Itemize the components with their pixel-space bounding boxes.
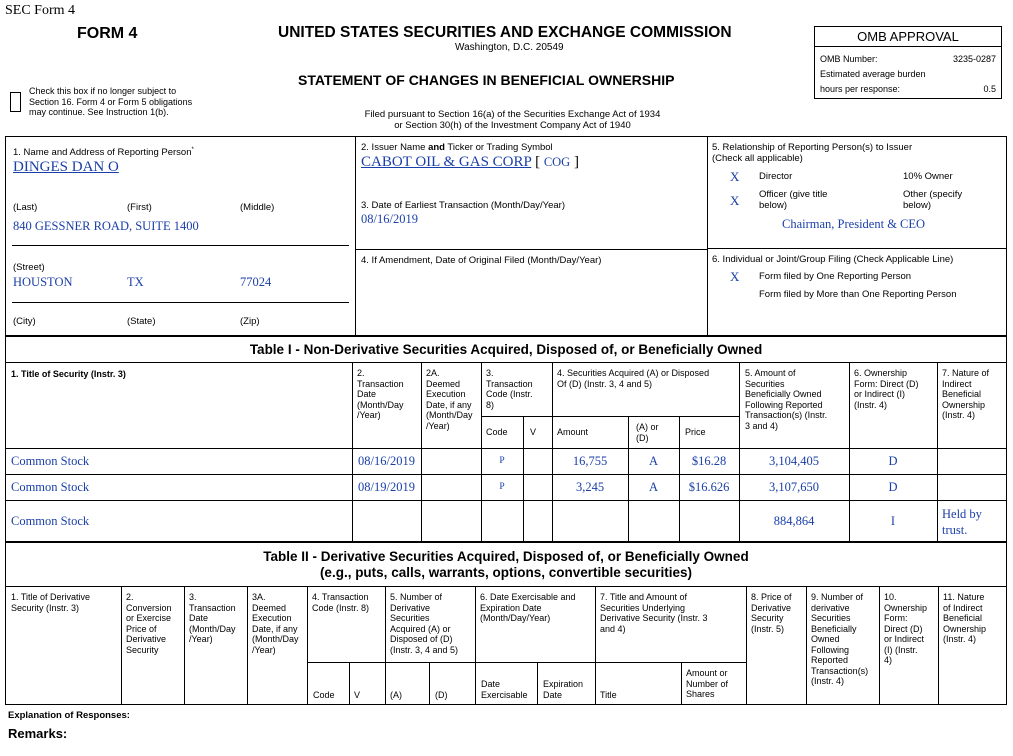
row-1-price: $16.28 [691,454,727,468]
t1-h3: 3. Transaction Code (Instr. 8) [486,368,533,410]
officer-title: Chairman, President & CEO [782,217,926,231]
zip-label: (Zip) [240,316,260,327]
reporting-address: 840 GESSNER ROAD, SUITE 1400 [13,219,199,233]
form-title: FORM 4 [77,25,138,42]
row-3-nature: Held by trust. [942,507,982,537]
city-value: HOUSTON [13,275,73,289]
t2-h5: 5. Number of Derivative Securities Acquired (A) or Disposed of (D) (Instr. 3, 4 and 5) [390,592,459,655]
earliest-transaction-date: 08/16/2019 [361,212,418,226]
omb-approval-box [814,26,1002,99]
officer-label-1: Officer (give title [759,189,828,200]
last-label: (Last) [13,202,38,213]
t2-h6-expiration-date: Expiration Date [543,679,584,700]
t1-h1: 1. Title of Security (Instr. 3) [11,369,126,379]
other-label-2: below) [903,200,931,211]
officer-label-2: below) [759,200,787,211]
row-2-owned: 3,107,650 [769,480,819,494]
box4-label: 4. If Amendment, Date of Original Filed (Month/Day/Year) [361,255,602,266]
omb-number-label: OMB Number: [820,54,878,64]
omb-burden-value: 0.5 [983,84,996,94]
box3-label: 3. Date of Earliest Transaction (Month/Day/Year) [361,200,565,211]
row-2-date: 08/19/2019 [358,480,415,494]
box5-label-1: 5. Relationship of Reporting Person(s) to Issuer [712,142,913,153]
row-1-security: Common Stock [11,454,90,468]
t2-h4-v: V [354,690,361,700]
no-longer-subject-checkbox[interactable] [10,92,21,112]
box6-label: 6. Individual or Joint/Group Filing (Check Applicable Line) [712,254,954,265]
filed-line-2: or Section 30(h) of the Investment Company Act of 1940 [394,120,631,131]
doc-label: SEC Form 4 [5,3,76,18]
table-1 [5,336,1007,542]
row-3-owned: 884,864 [773,514,815,528]
t2-h6-date-exercisable: Date Exercisable [481,679,528,700]
other-label [903,189,962,211]
city-label: (City) [13,316,36,327]
t2-h9: 9. Number of derivative Securities Beneficially Owned Following Reported Transaction(s) (Instr. 4) [811,592,869,686]
zip-value: 77024 [240,275,272,289]
t1-h5: 5. Amount of Securities Beneficially Owned Following Reported Transaction(s) (Instr. 3 and 4) [745,368,828,431]
row-1-code: P [499,456,505,466]
checkbox-line-3: may continue. See Instruction 1(b). [29,107,169,117]
first-label: (First) [127,202,152,213]
row-2-security: Common Stock [11,480,90,494]
t2-h6: 6. Date Exercisable and Expiration Date (Month/Day/Year) [480,592,576,623]
row-2-code: P [499,482,505,492]
omb-burden-label-2: hours per response: [820,84,901,94]
table-1-title: Table I - Non-Derivative Securities Acquired, Disposed of, or Beneficially Owned [249,342,763,357]
t2-h8: 8. Price of Derivative Security (Instr. 5) [751,592,792,634]
checkbox-instruction [29,86,192,118]
reporting-person-name-link[interactable]: DINGES DAN O [13,159,119,175]
t2-h7-title: Title [600,690,617,700]
t2-h10: 10. Ownership Form: Direct (D) or Indirect (I) (Instr. 4) [884,592,928,665]
issuer-name-link[interactable]: CABOT OIL & GAS CORP [361,154,532,170]
omb-burden-label-1: Estimated average burden [820,69,926,79]
row-1-form: D [888,454,898,468]
row-1-owned: 3,104,405 [769,454,819,468]
t2-h3: 3. Transaction Date (Month/Day /Year) [189,592,236,644]
issuer-line: CABOT OIL & GAS CORP [ COG ] [361,154,579,170]
t2-h4-code: Code [313,690,335,700]
t1-h2a: 2A. Deemed Execution Date, if any (Month/Day /Year) [426,368,473,431]
ten-percent-owner-label: 10% Owner [903,171,953,182]
box2-label: 2. Issuer Name and Ticker or Trading Symbol [361,142,553,153]
one-person-label: Form filed by One Reporting Person [759,271,912,282]
t2-h2: 2. Conversion or Exercise Price of Derivative Security [126,592,172,655]
explanation-label: Explanation of Responses: [8,710,130,721]
t1-h3-code: Code [486,427,508,437]
other-label-1: Other (specify [903,189,963,200]
officer-mark: X [730,193,740,208]
row-1-ad: A [648,454,659,468]
row-1-amount: 16,755 [572,454,608,468]
t1-h4: 4. Securities Acquired (A) or Disposed Of (D) (Instr. 3, 4 and 5) [557,368,710,389]
t2-h1: 1. Title of Derivative Security (Instr. 3) [11,592,91,613]
ticker-symbol: COG [543,155,571,169]
t2-h11: 11. Nature of Indirect Beneficial Ownership (Instr. 4) [943,592,987,644]
t1-h4-price: Price [685,427,706,437]
row-3-form: I [890,514,896,528]
agency-location: Washington, D.C. 20549 [455,42,564,53]
filed-line-1: Filed pursuant to Section 16(a) of the Securities Exchange Act of 1934 [364,109,661,120]
state-label: (State) [127,316,156,327]
omb-number-value: 3235-0287 [952,54,996,64]
table-2-title [5,549,1007,581]
director-label: Director [759,171,793,182]
remarks-label: Remarks: [8,726,68,741]
more-persons-label: Form filed by More than One Reporting Person [759,289,957,300]
t1-h2: 2. Transaction Date (Month/Day /Year) [357,368,404,420]
omb-title: OMB APPROVAL [815,27,1001,47]
officer-label [759,189,827,211]
row-2-amount: 3,245 [575,480,605,494]
row-2-ad: A [648,480,659,494]
t1-h4-amount: Amount [557,427,589,437]
t2-h4: 4. Transaction Code (Instr. 8) [312,592,370,613]
state-value: TX [127,275,144,289]
checkbox-line-2: Section 16. Form 4 or Form 5 obligations [29,96,193,107]
director-mark: X [730,169,740,184]
street-label: (Street) [13,262,45,273]
t1-h6: 6. Ownership Form: Direct (D) or Indirect (I) (Instr. 4) [854,368,919,410]
filed-pursuant [330,109,695,131]
box5-label-2: (Check all applicable) [712,153,803,164]
t2-h5-d: (D) [435,690,448,700]
box5-label [712,142,912,164]
t1-h7: 7. Nature of Indirect Beneficial Ownership (Instr. 4) [942,368,990,420]
table-2-title-2: (e.g., puts, calls, warrants, options, convertible securities) [319,565,693,580]
t2-h3a: 3A. Deemed Execution Date, if any (Month/Day /Year) [252,592,299,655]
t2-h5-a: (A) [390,690,402,700]
t1-h4-ad: (A) or (D) [636,422,659,443]
checkbox-line-1: Check this box if no longer subject to [29,86,177,96]
middle-label: (Middle) [240,202,275,213]
row-2-form: D [888,480,898,494]
t2-h7: 7. Title and Amount of Securities Underlying Derivative Security (Instr. 3 and 4) [600,592,708,634]
agency-name: UNITED STATES SECURITIES AND EXCHANGE COMMISSION [278,24,732,41]
row-3-security: Common Stock [11,514,90,528]
box1-label: 1. Name and Address of Reporting Person* [13,147,194,159]
t1-h3-v: V [530,427,537,437]
one-person-mark: X [730,269,740,284]
table-2-title-1: Table II - Derivative Securities Acquired, Disposed of, or Beneficially Owned [263,549,749,564]
row-2-price: $16.626 [688,480,730,494]
statement-title: STATEMENT OF CHANGES IN BENEFICIAL OWNERSHIP [298,72,675,88]
t2-h7-amount: Amount or Number of Shares [686,668,729,699]
row-1-date: 08/16/2019 [358,454,415,468]
